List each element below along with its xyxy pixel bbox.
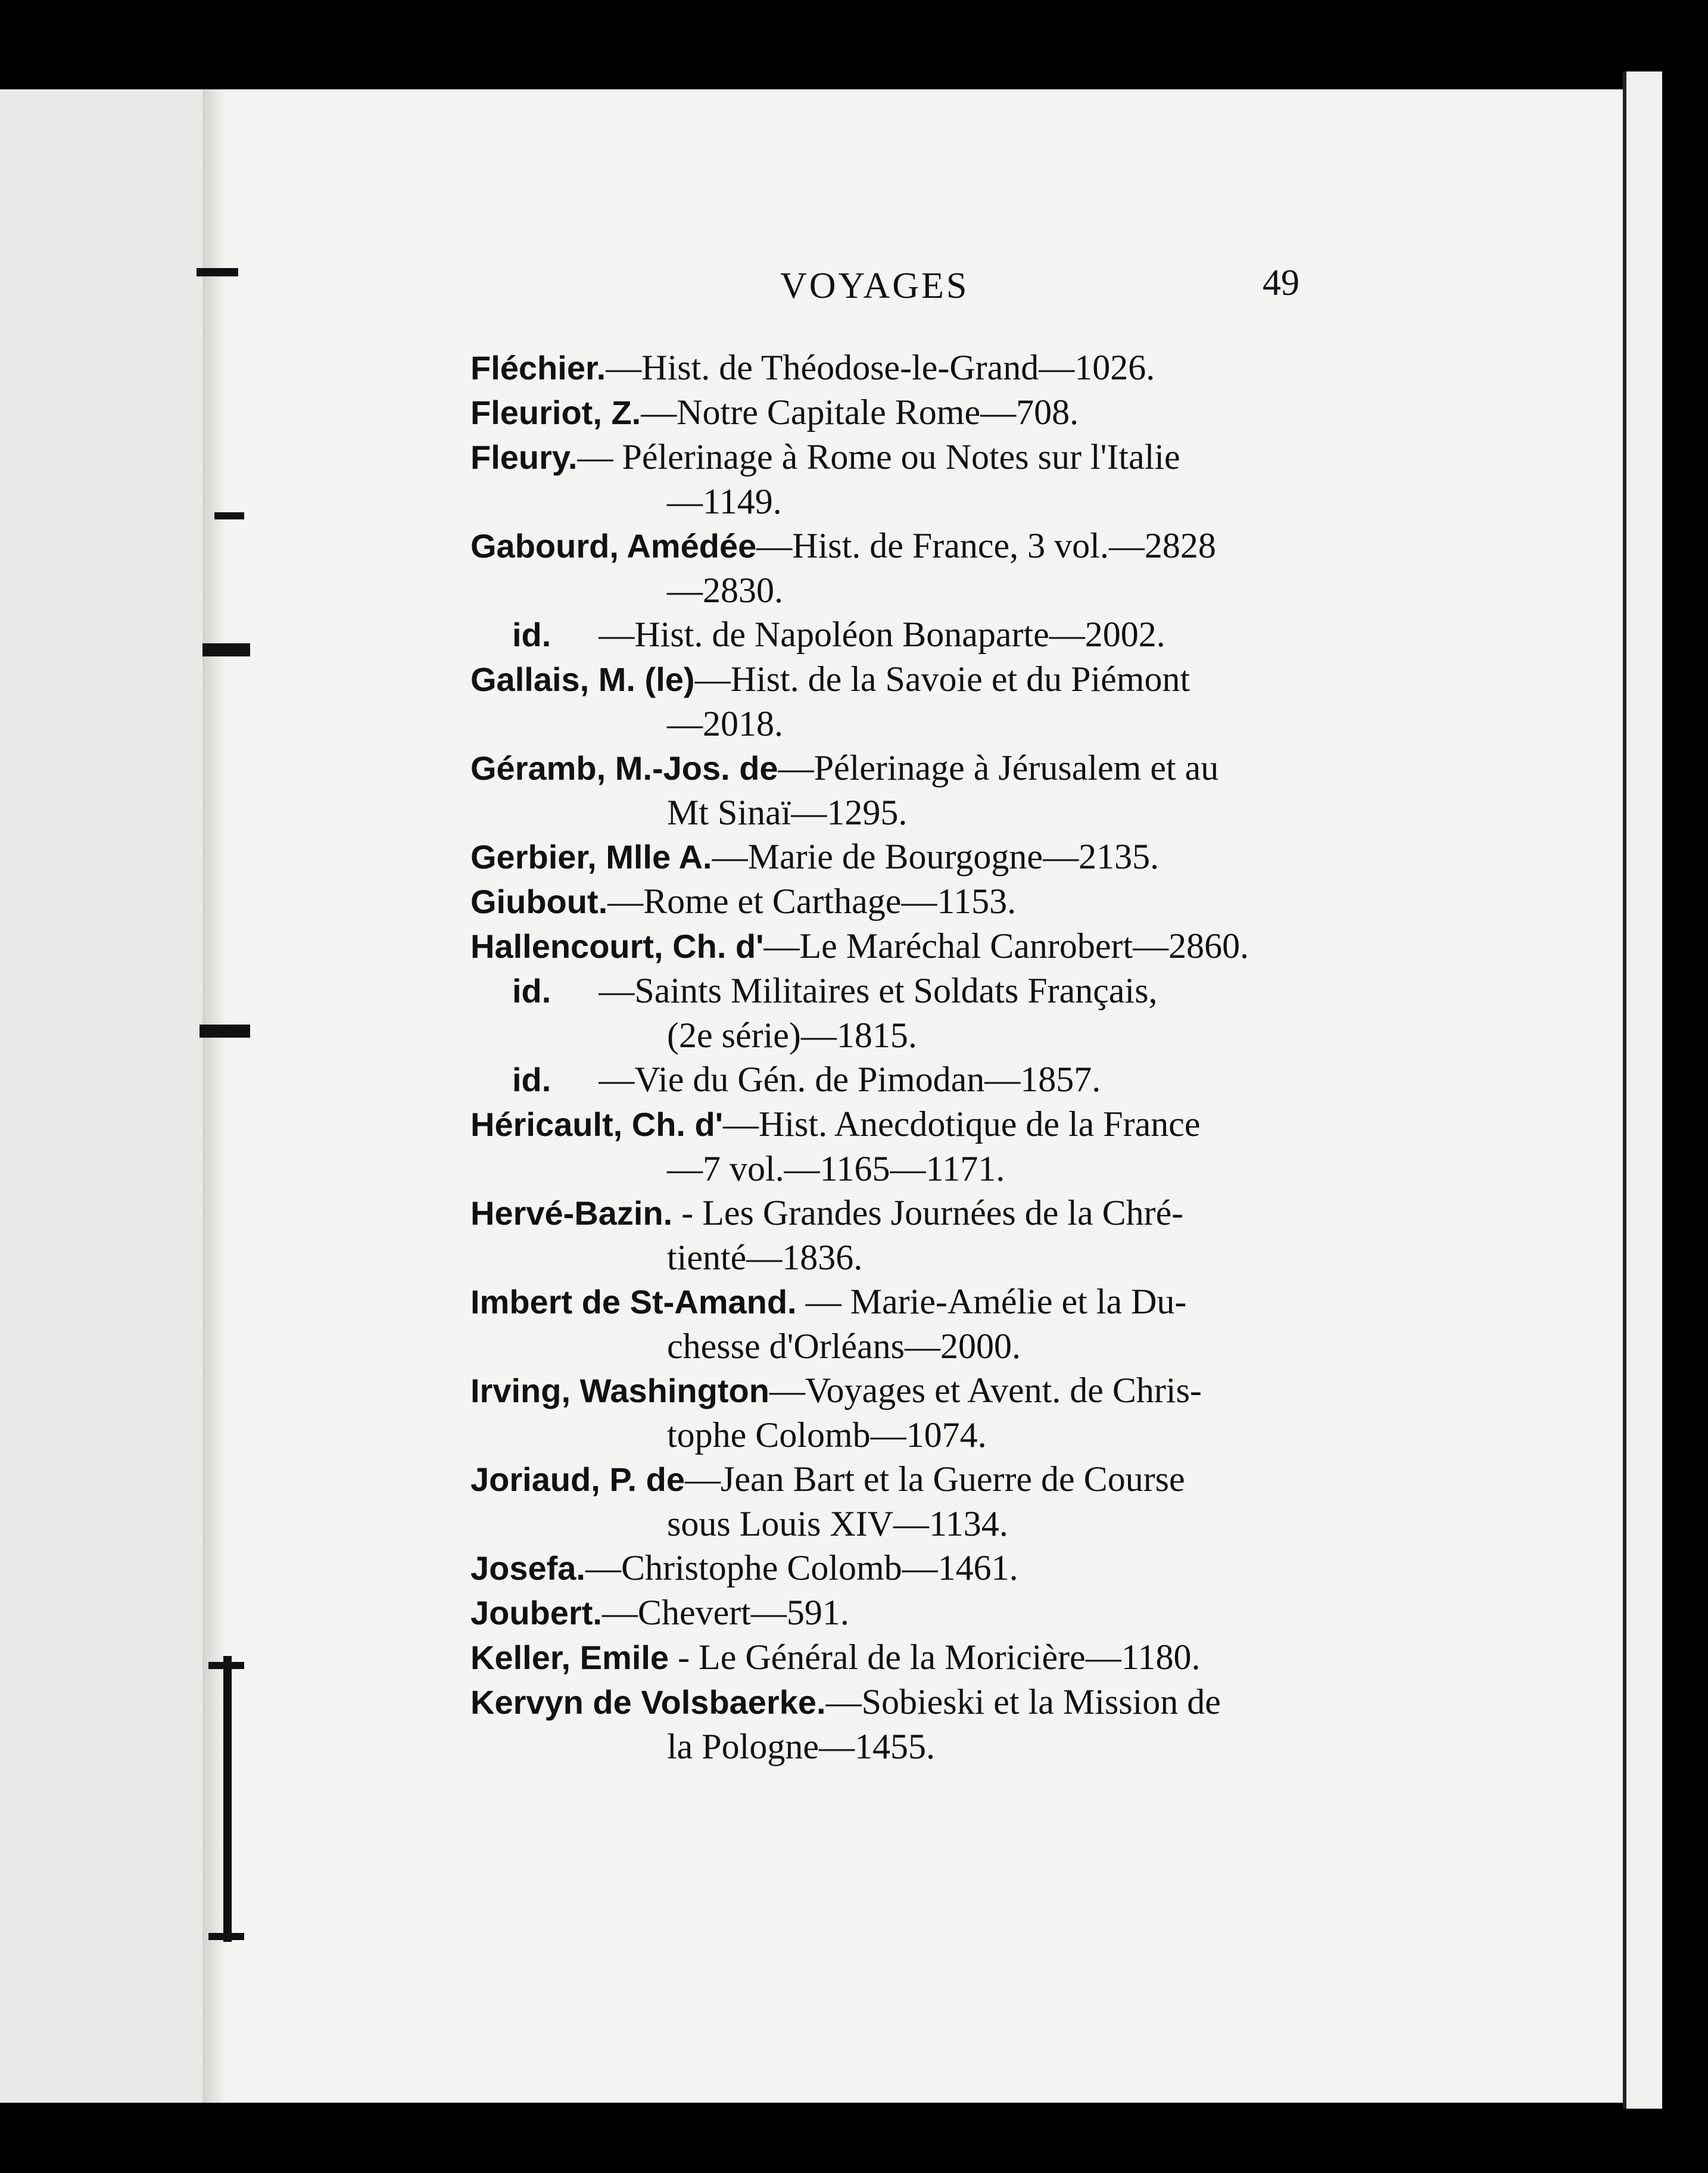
entry-author: Kervyn de Volsbaerke. xyxy=(470,1683,826,1721)
entry-author: Joubert. xyxy=(470,1594,602,1632)
entry-author: Gerbier, Mlle A. xyxy=(470,838,712,876)
binding-stitch xyxy=(223,1656,232,1942)
entry-author: Héricault, Ch. d' xyxy=(470,1106,724,1143)
binding-gutter xyxy=(202,89,226,2103)
entry-title: —Marie de Bourgogne—2135. xyxy=(712,837,1160,876)
entry-continuation: sous Louis XIV—1134. xyxy=(667,1504,1008,1543)
left-leaf xyxy=(0,89,226,2103)
entry-author: Gabourd, Amédée xyxy=(470,527,757,565)
entry-continuation: —7 vol.—1165—1171. xyxy=(667,1149,1005,1188)
binding-stitch xyxy=(202,643,250,656)
entry-title: —Hist. de Théodose-le-Grand—1026. xyxy=(606,348,1155,387)
bibliography-list xyxy=(470,345,1316,1769)
entry-continuation: tienté—1836. xyxy=(667,1238,863,1277)
bibliography-entry xyxy=(470,1457,1316,1546)
entry-author: Josefa. xyxy=(470,1549,585,1587)
entry-author: Hervé-Bazin. xyxy=(470,1194,673,1232)
bibliography-entry xyxy=(470,435,1316,524)
bibliography-entry xyxy=(470,746,1316,835)
binding-stitch xyxy=(200,1025,250,1038)
entry-author: Irving, Washington xyxy=(470,1372,769,1409)
entry-title: —Sobieski et la Mission de xyxy=(825,1682,1221,1721)
entry-title: —Pélerinage à Jérusalem et au xyxy=(778,748,1219,787)
entry-title: —Voyages et Avent. de Chris- xyxy=(769,1371,1202,1410)
entry-title: —Jean Bart et la Guerre de Course xyxy=(684,1459,1185,1499)
entry-title: —Hist. de Napoléon Bonaparte—2002. xyxy=(599,615,1165,654)
entry-continuation: (2e série)—1815. xyxy=(667,1016,917,1055)
entry-title: —Hist. Anecdotique de la France xyxy=(723,1104,1201,1144)
page-number: 49 xyxy=(1263,263,1299,303)
entry-continuation: —1149. xyxy=(667,482,782,521)
bibliography-entry xyxy=(470,1368,1316,1457)
bibliography-entry xyxy=(470,1279,1316,1368)
binding-stitch xyxy=(197,268,238,276)
binding-stitch xyxy=(208,1933,244,1940)
bibliography-entry xyxy=(470,1680,1316,1769)
entry-title: —Chevert—591. xyxy=(601,1593,849,1632)
bibliography-entry xyxy=(470,524,1316,612)
bibliography-entry xyxy=(470,1191,1316,1279)
bibliography-entry xyxy=(470,1057,1316,1102)
binding-stitch xyxy=(214,512,244,519)
bibliography-entry xyxy=(470,390,1316,435)
entry-title: —Saints Militaires et Soldats Français, xyxy=(599,971,1158,1010)
entry-title: — Marie-Amélie et la Du- xyxy=(796,1282,1187,1321)
bibliography-entry xyxy=(470,345,1316,390)
bibliography-entry xyxy=(470,879,1316,924)
entry-title: - Les Grandes Journées de la Chré- xyxy=(672,1193,1184,1232)
entry-title: —Hist. de France, 3 vol.—2828 xyxy=(756,526,1216,565)
entry-title: —Christophe Colomb—1461. xyxy=(585,1548,1018,1587)
bibliography-entry xyxy=(470,924,1316,969)
entry-author: Fleuriot, Z. xyxy=(470,394,641,431)
entry-continuation: —2830. xyxy=(667,571,783,610)
entry-author: Imbert de St-Amand. xyxy=(470,1283,797,1321)
entry-title: —Le Maréchal Canrobert—2860. xyxy=(763,926,1249,966)
bibliography-entry xyxy=(470,1635,1316,1680)
bibliography-entry xyxy=(470,969,1316,1057)
bibliography-entry xyxy=(470,1590,1316,1635)
entry-title: —Rome et Carthage—1153. xyxy=(607,882,1017,921)
bibliography-entry xyxy=(470,612,1316,657)
entry-continuation: Mt Sinaï—1295. xyxy=(667,793,908,832)
entry-title: —Notre Capitale Rome—708. xyxy=(641,393,1079,432)
page-edge xyxy=(1623,71,1662,2109)
entry-continuation: tophe Colomb—1074. xyxy=(667,1415,987,1455)
entry-author: Fléchier. xyxy=(470,349,606,387)
entry-continuation: chesse d'Orléans—2000. xyxy=(667,1327,1021,1366)
bibliography-entry xyxy=(470,657,1316,746)
entry-title: - Le Général de la Moricière—1180. xyxy=(669,1637,1201,1677)
entry-author: Joriaud, P. de xyxy=(470,1461,685,1498)
binding-stitch xyxy=(208,1662,244,1669)
bibliography-entry xyxy=(470,1102,1316,1191)
entry-title: —Hist. de la Savoie et du Piémont xyxy=(694,659,1190,699)
entry-author: Giubout. xyxy=(470,883,608,920)
entry-author: Keller, Emile xyxy=(470,1639,669,1676)
entry-author: Géramb, M.-Jos. de xyxy=(470,749,778,787)
entry-author: Gallais, M. (le) xyxy=(470,661,695,698)
entry-author: Fleury. xyxy=(470,438,578,476)
entry-continuation: —2018. xyxy=(667,704,783,743)
entry-author: Hallencourt, Ch. d' xyxy=(470,927,764,965)
entry-author: id. xyxy=(512,972,551,1010)
entry-author: id. xyxy=(512,616,551,653)
bibliography-entry xyxy=(470,1546,1316,1590)
entry-author: id. xyxy=(512,1061,551,1098)
entry-title: —Vie du Gén. de Pimodan—1857. xyxy=(599,1060,1101,1099)
bibliography-entry xyxy=(470,835,1316,879)
entry-title: — Pélerinage à Rome ou Notes sur l'Italie xyxy=(577,437,1180,477)
running-head: VOYAGES xyxy=(780,266,970,306)
entry-continuation: la Pologne—1455. xyxy=(667,1727,935,1766)
